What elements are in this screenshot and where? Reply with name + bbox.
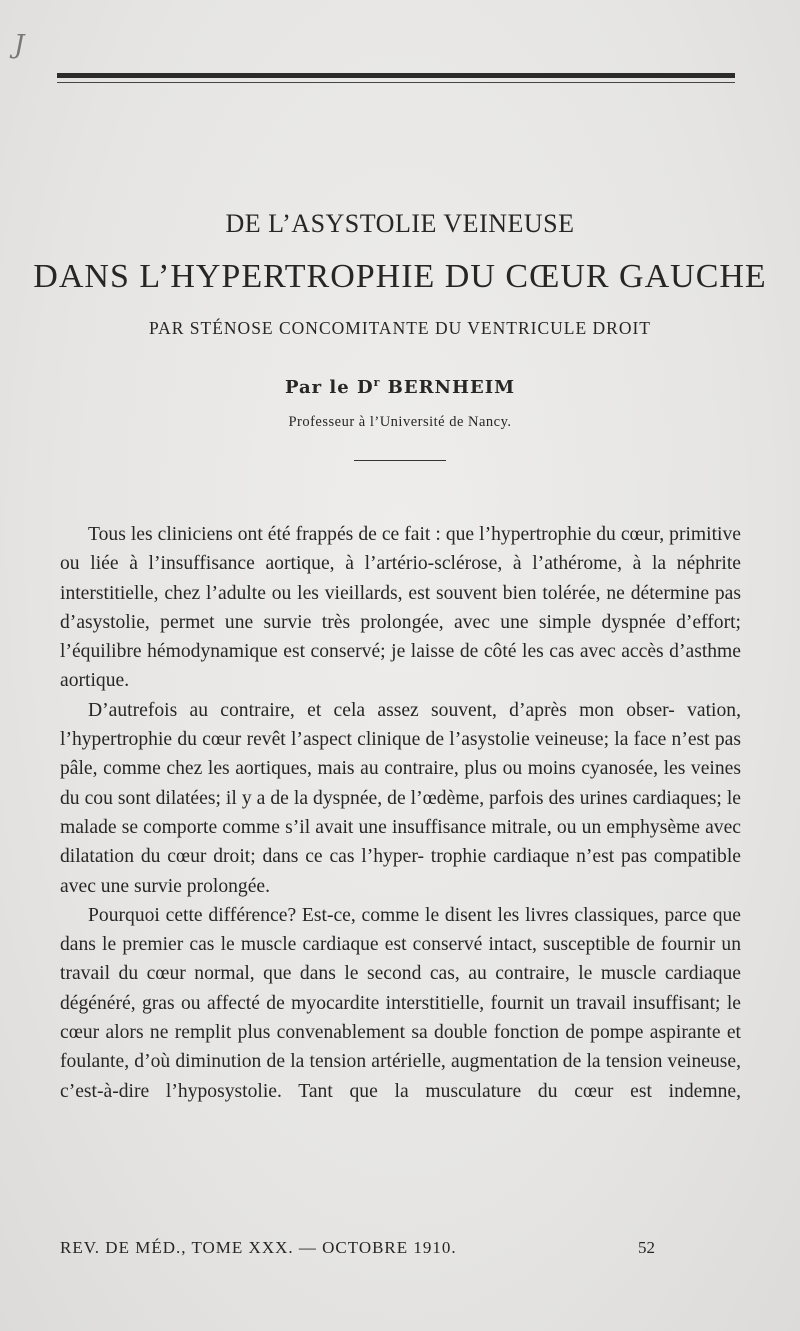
body-paragraph: D’autrefois au contraire, et cela assez souvent, d’après mon obser- vation, l’hypertrophie du cœur revêt l’aspect clinique de l’asystolie veineuse; la face n’est pas pâle, comme chez les aortiques, mais au contraire, plus ou moins cyanosée, les veines du cou sont dilatées; il y a de la dyspnée, de l’œdème, parfois des urines cardiaques; le malade se comporte comme s’il avait une insuffisance mitrale, ou un emphysème avec dilatation du cœur droit; dans ce cas l’hyper- trophie cardiaque n’est pas compatible avec une survie prolongée. bbox=[60, 699, 741, 897]
author-name: BERNHEIM bbox=[380, 377, 516, 398]
section-divider bbox=[354, 460, 446, 461]
article-title-line1: DE L’ASYSTOLIE VEINEUSE bbox=[225, 209, 575, 238]
header-rule-thick bbox=[57, 73, 735, 78]
article-title-line3: PAR STÉNOSE CONCOMITANTE DU VENTRICULE DROIT bbox=[149, 318, 651, 338]
byline-sup: r bbox=[373, 376, 381, 389]
article-body bbox=[60, 520, 741, 1106]
byline-prefix: Par le D bbox=[284, 377, 374, 398]
author-affiliation: Professeur à l’Université de Nancy. bbox=[288, 414, 512, 430]
author-byline bbox=[0, 376, 800, 398]
journal-footer: REV. DE MÉD., TOME XXX. — OCTOBRE 1910. bbox=[60, 1238, 457, 1257]
body-paragraph: Pourquoi cette différence? Est-ce, comme le disent les livres classiques, parce que dans le premier cas le muscle cardiaque est conservé intact, susceptible de fournir un travail du cœur normal, que dans le second cas, au contraire, le muscle cardiaque dégénéré, gras ou affecté de myocardite interstitielle, fournit un travail insuffisant; le cœur alors ne remplit plus convenablement sa double fonction de pompe aspirante et foulante, d’où diminution de la tension artérielle, augmentation de la tension veineuse, c’est-à-dire l’hyposystolie. Tant que la musculature du cœur est indemne, bbox=[60, 904, 741, 1102]
body-paragraph: Tous les cliniciens ont été frappés de ce fait : que l’hypertrophie du cœur, primitive ou liée à l’insuffisance aortique, à l’artério-sclérose, à l’athérome, à la néphrite interstitielle, chez l’adulte ou les vieillards, est souvent bien tolérée, ne détermine pas d’asystolie, permet une survie très prolongée, avec une simple dyspnée d’effort; l’équilibre hémodynamique est conservé; je laisse de côté les cas avec accès d’asthme aortique. bbox=[60, 524, 741, 692]
header-rule-thin bbox=[57, 82, 735, 83]
margin-handwritten-mark: J bbox=[14, 30, 25, 60]
article-title-line2: DANS L’HYPERTROPHIE DU CŒUR GAUCHE bbox=[33, 258, 767, 295]
page-number: 52 bbox=[638, 1238, 655, 1257]
